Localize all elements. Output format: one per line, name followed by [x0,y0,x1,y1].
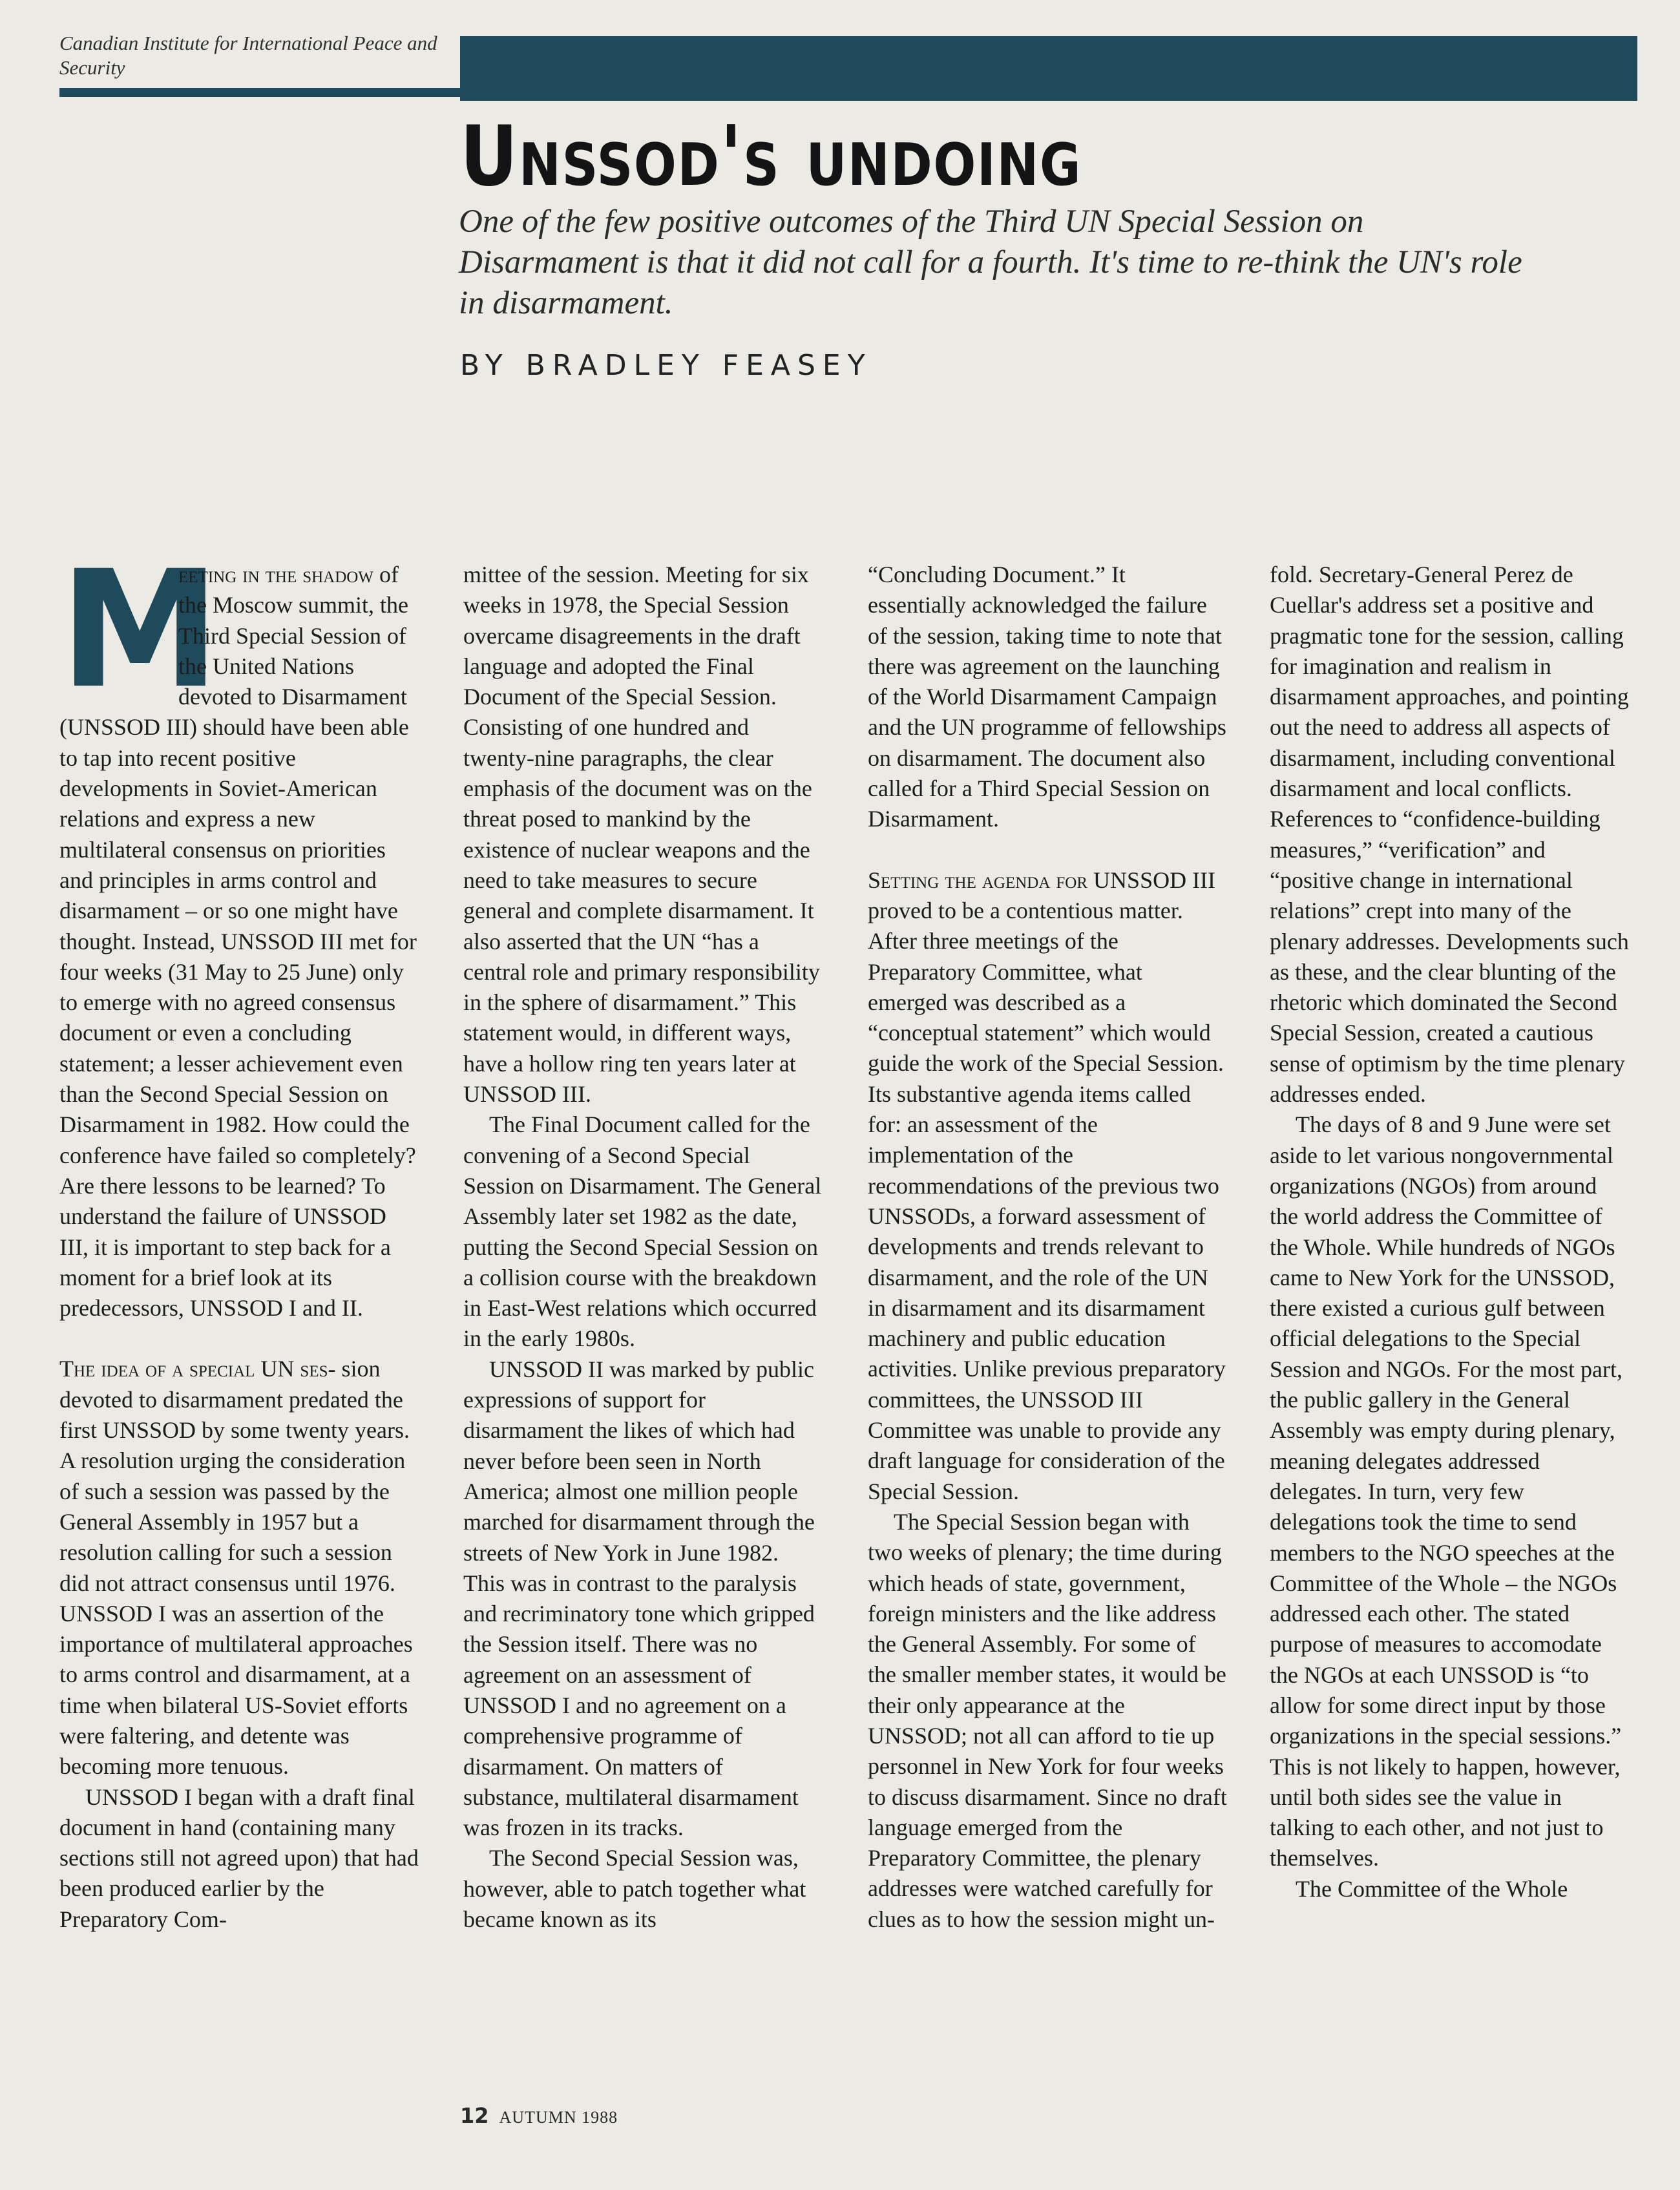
paragraph: fold. Secretary-General Perez de Cuellar's address set a positive and pragmatic tone for the session, calling for imagination and realism in disarmament approaches, and pointing out the need to address all aspects of disarmament, including conventional disarmament and local conflicts. References to “confidence-building measures,” “verification” and “positive change in international relations” crept into many of the plenary addresses. Developments such as these, and the clear blunting of the rhetoric which dominated the Second Special Session, created a cautious sense of optimism by the time plenary addresses ended. [1270,562,1629,1108]
paragraph-text: of the Moscow summit, the Third Special Session of the United Nations devoted to Disarmament (UNSSOD III) should have been able to tap into recent positive developments in Soviet-American relations and express a new multilateral consensus on priorities and principles in arms control and disarmament – or so one might have thought. Instead, UNSSOD III met for four weeks (31 May to 25 June) only to emerge with no agreed consensus document or even a concluding statement; a lesser achievement even than the Second Special Session on Disarmament in 1982. How could the conference have failed so completely? Are there lessons to be learned? To understand the failure of UNSSOD III, it is important to step back for a moment for a brief look at its predecessors, UNSSOD I and II. [59,562,417,1321]
paragraph: The days of 8 and 9 June were set aside to let various nongovernmental organizations (NGOs) from around the world address the Committee of the Whole. While hundreds of NGOs came to New York for the UNSSOD, there existed a curious gulf between official delegations to the Special Session and NGOs. For the most part, the public gallery in the General Assembly was empty during plenary, meaning delegates addressed delegates. In turn, very few delegations took the time to send members to the NGO speeches at the Committee of the Whole – the NGOs addressed each other. The stated purpose of measures to accomodate the NGOs at each UNSSOD is “to allow for some direct input by those organizations in the special sessions.” This is not likely to happen, however, until both sides see the value in talking to each other, and not just to themselves. [1270,1111,1622,1871]
article-column-2 [463,560,823,1935]
paragraph [868,865,1227,1507]
article-headline [460,109,1082,205]
paragraph: The Second Special Session was, however, able to patch together what became known as its [463,1845,806,1933]
paragraph: The Special Session began with two weeks of plenary; the time during which heads of state, government, foreign ministers and the like address the General Assembly. For some of the smaller member states, it would be their only appearance at the UNSSOD; not all can afford to tie up personnel in New York for four weeks to discuss disarmament. Since no draft language emerged from the Preparatory Committee, the plenary addresses were watched carefully for clues as to how the session might un- [868,1508,1227,1932]
byline: BY BRADLEY FEASEY [460,349,872,382]
paragraph: The Final Document called for the convening of a Second Special Session on Disarmament. The General Assembly later set 1982 as the date, putting the Second Special Session on a collision course with the breakdown in East-West relations which occurred in the early 1980s. [463,1111,822,1352]
paragraph: UNSSOD I began with a draft final document in hand (containing many sections still not agreed upon) that had been produced earlier by the Preparatory Com- [59,1784,419,1932]
article-dek: One of the few positive outcomes of the Third UN Special Session on Disarmament is that it did not call for a fourth. It's time to re-think the UN's role in disarmament. [459,204,1522,321]
paragraph: mittee of the session. Meeting for six weeks in 1978, the Special Session overcame disagreements in the draft language and adopted the Final Document of the Special Session. Consisting of one hundred and twenty-nine paragraphs, the clear emphasis of the document was on the threat posed to mankind by the existence of nuclear weapons and the need to take measures to secure general and complete disarmament. It also asserted that the UN “has a central role and primary responsibility in the sphere of disarmament.” This statement would, in different ways, have a hollow ring ten years later at UNSSOD III. [463,562,820,1108]
paragraph [59,1354,419,1782]
issue-label: AUTUMN 1988 [499,2108,618,2127]
headline-initial: U [460,109,520,205]
paragraph: “Concluding Document.” It essentially acknowledged the failure of the session, taking time to note that there was agreement on the launching of the World Disarmament Campaign and the UN programme of fellowships on disarmament. The document also called for a Third Special Session on Disarmament. [868,562,1226,832]
article-column-4 [1270,560,1629,1904]
paragraph: UNSSOD II was marked by public expressions of support for disarmament the likes of which had never before been seen in North America; almost one million people marched for disarmament through the streets of New York in June 1982. This was in contrast to the paralysis and recriminatory tone which gripped the Session itself. There was no agreement on an assessment of UNSSOD I and no agreement on a comprehensive programme of disarmament. On matters of substance, multilateral disarmament was frozen in its tracks. [463,1356,815,1841]
header-color-bar [460,36,1637,101]
paragraph-text: sion devoted to disarmament predated the first UNSSOD by some twenty years. A resolution urging the consideration of such a session was passed by the General Assembly in 1957 but a resolution calling for such a session did not attract consensus until 1976. UNSSOD I was an assertion of the importance of multilateral approaches to arms control and disarmament, at a time when bilateral US-Soviet efforts were faltering, and detente was becoming more tenuous. [59,1356,413,1780]
section-lead-in: Setting the agenda for [868,867,1088,893]
article-column-1 [59,536,419,1935]
header-rule [59,88,460,97]
drop-cap: M [59,536,220,724]
article-column-3 [868,560,1227,1935]
page-footer [460,2103,618,2128]
paragraph: The Committee of the Whole [1296,1875,1568,1902]
paragraph-text: UNSSOD III proved to be a contentious matter. After three meetings of the Preparatory Committee, what emerged was described as a “conceptual statement” which would guide the work of the Special Session. Its substantive agenda items called for: an assessment of the implementation of the recommendations of the previous two UNSSODs, a forward assessment of developments and trends relevant to disarmament, and the role of the UN in disarmament and its disarmament machinery and public education activities. Unlike previous preparatory committees, the UNSSOD III Committee was unable to provide any draft language for consideration of the Special Session. [868,867,1226,1504]
page-number: 12 [460,2103,489,2128]
lead-in: eeting in the shadow [178,562,373,587]
lead-in: The idea of a special UN ses- [59,1356,336,1382]
institute-label: Canadian Institute for International Peace and Security [59,32,437,79]
headline-rest: nssod's undoing [519,109,1082,205]
